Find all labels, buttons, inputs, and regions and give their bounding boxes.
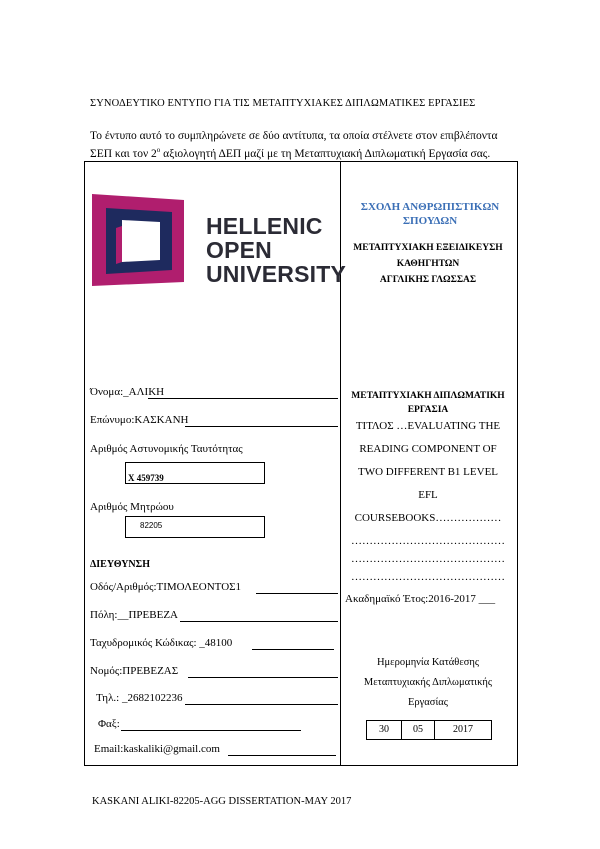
date-day[interactable]: 30 — [366, 720, 402, 740]
column-divider — [340, 161, 341, 766]
postcode-underline — [252, 649, 334, 650]
footer-text: KASKANI ALIKI-82205-AGG DISSERTATION-MAY 2017 — [92, 796, 352, 807]
school-name: ΣΧΟΛΗ ΑΝΘΡΩΠΙΣΤΙΚΩΝ ΣΠΟΥΔΩΝ — [360, 201, 500, 227]
fax-field: Φαξ: — [98, 718, 120, 730]
surname-field: Επώνυμο:ΚΑΣΚΑΝΗ — [90, 414, 189, 426]
street-underline — [256, 593, 338, 594]
program-name: ΜΕΤΑΠΤΥΧΙΑΚΗ ΕΞΕΙΔΙΚΕΥΣΗ ΚΑΘΗΓΗΤΩΝ ΑΓΓΛΙΚΗΣ ΓΛΩΣΣΑΣ — [353, 243, 503, 285]
title-line-5: COURSEBOOKS……………… — [354, 512, 502, 524]
id-label: Αριθμός Αστυνομικής Ταυτότητας — [90, 443, 243, 455]
ordinal-superscript: ο — [156, 146, 161, 154]
title-line-7: …………………………………… — [351, 553, 505, 565]
email-field: Email:kaskaliki@gmail.com — [94, 743, 220, 755]
logo-text-line3: UNIVERSITY — [206, 261, 347, 287]
title-line-4: EFL — [418, 489, 438, 501]
document-title: ΣΥΝΟΔΕΥΤΙΚΟ ΕΝΤΥΠΟ ΓΙΑ ΤΙΣ ΜΕΤΑΠΤΥΧΙΑΚΕΣ ΔΙΠΛΩΜΑΤΙΚΕΣ ΕΡΓΑΣΙΕΣ — [90, 98, 476, 109]
title-line-2: READING COMPONENT OF — [359, 443, 497, 455]
title-line-8: …………………………………… — [351, 571, 505, 583]
name-field: Όνομα:_ΑΛΙΚΗ — [90, 386, 165, 398]
academic-year: Ακαδημαϊκό Έτος:2016-2017 ___ — [345, 593, 496, 605]
title-line-6: …………………………………… — [351, 535, 505, 547]
address-heading: ΔΙΕΥΘΥΝΣΗ — [90, 559, 150, 570]
email-underline — [228, 755, 336, 756]
surname-underline — [185, 426, 338, 427]
reg-label: Αριθμός Μητρώου — [90, 501, 174, 513]
title-line-1: ΤΙΤΛΟΣ …EVALUATING THE — [355, 420, 501, 432]
id-value: Χ 459739 — [128, 473, 164, 483]
city-underline — [180, 621, 338, 622]
hou-logo-icon — [92, 194, 198, 286]
phone-underline — [185, 704, 338, 705]
date-year[interactable]: 2017 — [434, 720, 492, 740]
phone-field: Τηλ.: _2682102236 — [96, 692, 183, 704]
street-field: Οδός/Αριθμός:ΤΙΜΟΛΕΟΝΤΟΣ1 — [90, 581, 242, 593]
city-field: Πόλη:__ΠΡΕΒΕΖΑ — [90, 609, 178, 621]
title-line-3: TWO DIFFERENT B1 LEVEL — [357, 466, 499, 478]
intro-line-1: Το έντυπο αυτό το συμπληρώνετε σε δύο αντίτυπα, τα οποία στέλνετε στον επιβλέποντα — [90, 130, 498, 142]
postcode-field: Ταχυδρομικός Κώδικας: _48100 — [90, 637, 233, 649]
date-month[interactable]: 05 — [401, 720, 435, 740]
reg-value: 82205 — [140, 521, 163, 530]
fax-underline — [121, 730, 301, 731]
dissertation-heading: ΜΕΤΑΠΤΥΧΙΑΚΗ ΔΙΠΛΩΜΑΤΙΚΗ ΕΡΓΑΣΙΑ — [351, 391, 505, 415]
logo-text-line2: OPEN — [206, 237, 272, 263]
submission-date-label: Ημερομηνία Κατάθεσης Μεταπτυχιακής Διπλωματικής Εργασίας — [363, 657, 493, 708]
prefecture-underline — [188, 677, 338, 678]
prefecture-field: Νομός:ΠΡΕΒΕΖΑΣ — [90, 665, 179, 677]
intro-line-2: ΣΕΠ και τον $2^o$ αξιολογητή ΔΕΠ μαζί με τη Μεταπτυχιακή Διπλωματική Εργασία σας. — [90, 146, 491, 160]
name-underline — [148, 398, 338, 399]
logo-text-line1: HELLENIC — [206, 213, 323, 239]
